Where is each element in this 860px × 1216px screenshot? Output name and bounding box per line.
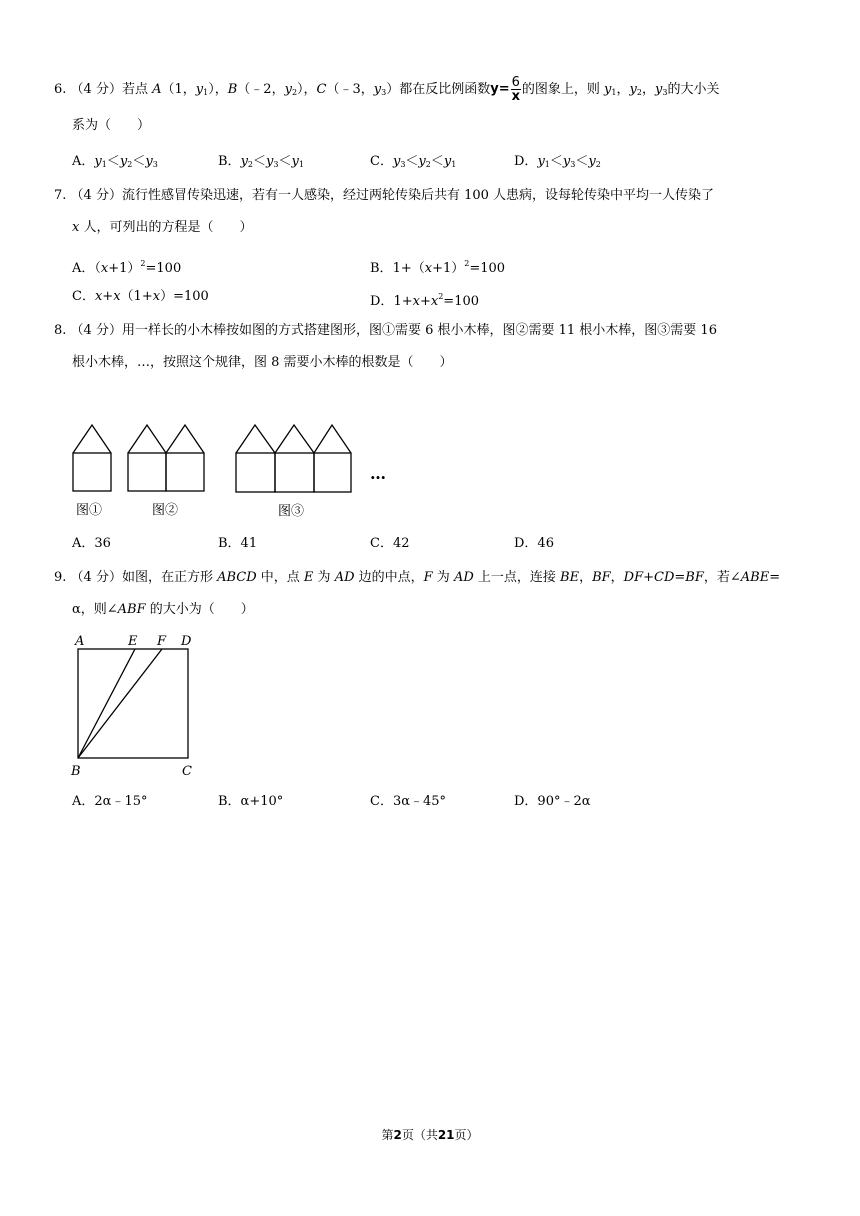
exponent: 2	[438, 292, 444, 301]
q9-option-b[interactable]: B．α+10°	[218, 794, 284, 809]
label-f: F	[157, 634, 167, 649]
question-7-line-2	[72, 218, 252, 238]
point-b: B	[227, 82, 238, 97]
option-label: D．	[370, 294, 394, 309]
footer-text: 页（共	[401, 1128, 438, 1142]
segment-be	[78, 649, 135, 758]
q8-option-a[interactable]: A．36	[72, 536, 111, 551]
q9-text: =	[674, 570, 686, 585]
option-label: B．	[370, 261, 393, 276]
question-9-line-1	[54, 568, 780, 588]
option-text: 1+	[393, 294, 413, 309]
var-x: x	[100, 261, 109, 276]
q7-option-b[interactable]	[370, 254, 505, 279]
q9-text: α，则∠	[72, 602, 118, 617]
q9-var: AD	[453, 570, 474, 585]
var-x: x	[424, 261, 433, 276]
q6-text: ）都在反比例函数	[386, 82, 491, 97]
question-6-line-2: 系为（ ）	[72, 118, 151, 133]
var-y: y	[629, 82, 637, 97]
q9-var: ABE	[740, 570, 770, 585]
footer-text: 页）	[454, 1128, 479, 1142]
q9-var: DF+CD	[623, 570, 675, 585]
option-text: 1+（	[392, 261, 425, 276]
q9-text: 上一点，连接	[473, 570, 561, 585]
q7-text: 人，可列出的方程是（ ）	[79, 220, 253, 235]
label-c: C	[182, 764, 192, 779]
q9-var: BF	[685, 570, 704, 585]
q6-option-b[interactable]: B．$y_2<y_3<y_1$	[218, 154, 304, 169]
figure-label-1: 图①	[76, 503, 103, 518]
option-label: C．	[72, 289, 95, 304]
var-y: y	[654, 82, 663, 97]
q7-score: （4 分）	[70, 188, 122, 203]
house-figure-2	[128, 425, 204, 491]
q9-text: =	[769, 570, 781, 585]
option-text: +1）	[108, 261, 141, 276]
q6-score: （4 分）	[70, 82, 122, 97]
q6-text: （﹣2，	[237, 82, 285, 97]
question-7-line-1	[54, 186, 714, 206]
q7-option-a[interactable]	[72, 254, 181, 279]
square-abcd	[78, 649, 188, 758]
q8-option-b[interactable]: B．41	[218, 536, 258, 551]
fraction-denominator: x	[511, 89, 520, 104]
question-8-line-2: 根小木棒，…，按照这个规律，图 8 需要小木棒的根数是（ ）	[72, 355, 453, 370]
var-y: y	[604, 82, 612, 97]
q6-text: 的图象上，则	[521, 82, 605, 97]
segment-bf	[78, 649, 162, 758]
q6-option-d[interactable]: D．$y_1<y_3<y_2$	[514, 154, 601, 169]
q9-number: 9.	[54, 570, 67, 585]
label-d: D	[181, 634, 192, 649]
q7-number: 7.	[54, 188, 67, 203]
option-label: A．	[72, 154, 95, 169]
fraction-numerator: 6	[511, 75, 520, 90]
option-label: B．	[218, 154, 241, 169]
var-x: x	[430, 294, 439, 309]
house-figure-3	[236, 425, 351, 492]
q9-text: ，	[579, 570, 593, 585]
house-figure-1	[73, 425, 111, 491]
q6-text: ），	[208, 82, 228, 97]
q9-text: 边的中点，	[354, 570, 424, 585]
var-y: y	[373, 82, 382, 97]
q8-figure	[60, 415, 420, 525]
q9-option-d[interactable]: D．90°﹣2α	[514, 794, 591, 809]
q9-option-c[interactable]: C．3α﹣45°	[370, 794, 447, 809]
label-a: A	[75, 634, 85, 649]
option-text: （1+	[120, 289, 153, 304]
option-text: +	[102, 289, 114, 304]
var-x: x	[94, 289, 103, 304]
q6-text: ），	[297, 82, 317, 97]
q9-var: AD	[334, 570, 355, 585]
page-footer	[0, 1126, 860, 1143]
fraction-6-over-x	[511, 76, 521, 103]
var-y: y	[284, 82, 292, 97]
option-text: （	[94, 261, 101, 276]
q9-text: 中，点	[256, 570, 304, 585]
total-page-count: 21	[437, 1128, 455, 1142]
option-text: =100	[469, 261, 506, 276]
point-c: C	[316, 82, 327, 97]
option-label: A．	[72, 261, 95, 276]
q9-var: ABCD	[217, 570, 257, 585]
q6-text: （1，	[161, 82, 196, 97]
question-8-line-1	[54, 321, 717, 341]
q9-text: 的大小为（ ）	[145, 602, 254, 617]
q9-option-a[interactable]: A．2α﹣15°	[72, 794, 148, 809]
option-text: +1）	[432, 261, 465, 276]
q6-option-a[interactable]: A．$y_1<y_2<y_3$	[72, 154, 158, 169]
option-label: C．	[370, 154, 393, 169]
q9-var: BF	[592, 570, 611, 585]
var-x: x	[412, 294, 420, 309]
q9-text: ，	[610, 570, 624, 585]
q8-option-c[interactable]: C．42	[370, 536, 410, 551]
q9-text: 如图，在正方形	[121, 570, 218, 585]
point-a: A	[152, 82, 162, 97]
q9-var: E	[303, 570, 314, 585]
var-x: x	[152, 289, 161, 304]
q9-text: 为	[432, 570, 454, 585]
q8-option-d[interactable]: D．46	[514, 536, 554, 551]
q8-text: 用一样长的小木棒按如图的方式搭建图形，图①需要 6 根小木棒，图②需要 11 根小木棒，图③需要 16	[121, 323, 717, 338]
option-label: D．	[514, 154, 538, 169]
q6-option-c[interactable]: C．$y_3<y_2<y_1$	[370, 154, 457, 169]
q9-var: F	[423, 570, 433, 585]
q9-score: （4 分）	[70, 570, 122, 585]
q7-text: 流行性感冒传染迅速，若有一人感染，经过两轮传染后共有 100 人患病，设每轮传染中平均一人传染了	[121, 188, 715, 203]
label-e: E	[128, 634, 138, 649]
q7-option-c[interactable]	[72, 287, 209, 307]
q6-text: 的大小关	[667, 82, 720, 97]
q6-text: 若点	[121, 82, 153, 97]
current-page-number: 2	[393, 1128, 402, 1142]
q6-number: 6.	[54, 82, 67, 97]
option-text: ）=100	[160, 289, 209, 304]
q9-text: ，若∠	[703, 570, 741, 585]
option-text: +	[419, 294, 431, 309]
question-6-line-1: 6. （4 分）若点 A（1，$y_1$），B（﹣2，$y_2$），C（﹣3，$y_3$）都在反比例函数y= $\frac{6}{x}$ 的图象上，则 $y_1$，$y_2$，$y_3$的大小关	[54, 75, 720, 104]
figure-label-2: 图②	[152, 503, 179, 518]
q8-number: 8.	[54, 323, 67, 338]
q8-score: （4 分）	[70, 323, 122, 338]
option-text: =100	[145, 261, 182, 276]
exponent: 2	[464, 259, 470, 268]
q9-square-figure	[66, 632, 206, 782]
figure-ellipsis: …	[370, 464, 386, 483]
q9-text: 为	[313, 570, 335, 585]
var-x: x	[113, 289, 121, 304]
option-text: =100	[443, 294, 480, 309]
function-y-eq: y=	[490, 81, 510, 97]
question-9-line-2	[72, 600, 254, 620]
exponent: 2	[140, 259, 146, 268]
footer-text: 第	[381, 1128, 394, 1142]
q9-var: ABF	[117, 602, 146, 617]
q6-text: （﹣3，	[326, 82, 374, 97]
var-x: x	[72, 220, 80, 235]
figure-label-3: 图③	[278, 504, 305, 519]
q7-option-d[interactable]	[370, 287, 479, 312]
q9-var: BE	[560, 570, 580, 585]
var-y: y	[195, 82, 204, 97]
label-b: B	[71, 764, 81, 779]
